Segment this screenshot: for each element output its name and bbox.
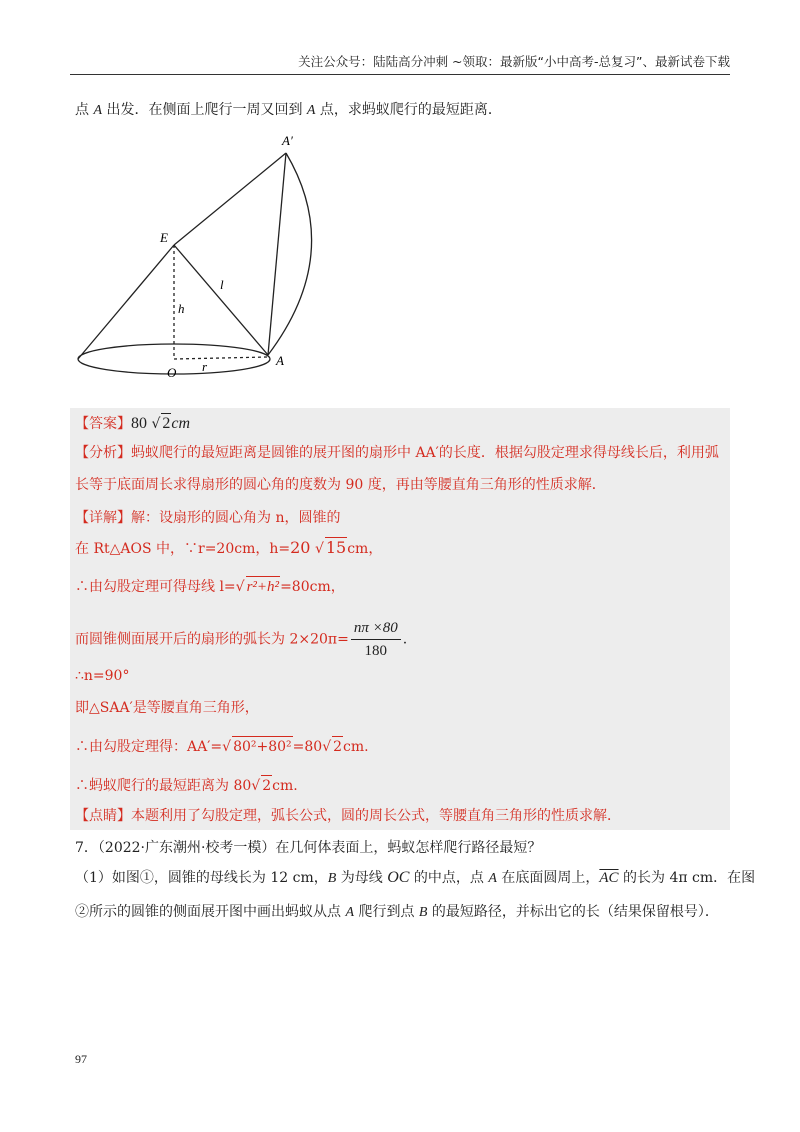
label-l: l — [220, 277, 224, 292]
header-text: 关注公众号：陆陆高分冲刺 ~领取：最新版“小中高考-总复习”、最新试卷下载 — [298, 54, 730, 69]
label-A: A — [276, 353, 284, 368]
detail-intro: 【详解】解：设扇形的圆心角为 n，圆锥的 — [75, 510, 341, 526]
detail-pythagoras: ∴由勾股定理可得母线 l=√ r²+h²=80cm， — [75, 576, 345, 597]
q7-part1-line1: （1）如图①，圆锥的母线长为 12 cm，B 为母线 OC 的中点，点 A 在底面圆周上，$\overline{AC}$ 的长为 4π cm．在图 — [75, 869, 756, 886]
radius-r — [174, 357, 268, 359]
slant-right-l — [174, 245, 268, 355]
slant-left — [78, 245, 174, 359]
q7-part1-line2: ②所示的圆锥的侧面展开图中画出蚂蚁从点 A 爬行到点 B 的最短路径，并标出它的长（结果保留根号）． — [75, 904, 719, 920]
detail-n-result: ∴n=90° — [75, 668, 130, 684]
arc-AC: $\overline{AC}$ — [599, 870, 619, 886]
analysis-line-2: 长等于底面周长求得扇形的圆心角的度数为 90 度，再由等腰直角三角形的性质求解． — [75, 477, 606, 493]
label-r: r — [202, 359, 208, 374]
arc-fraction: $\frac{n\pi \times 80}{180}$ — [351, 617, 401, 662]
sector-arc — [268, 153, 312, 355]
label-A-prime: A′ — [282, 133, 293, 148]
edge-E-Aprime — [174, 153, 286, 245]
detail-arc-length: 而圆锥侧面展开后的扇形的弧长为 2×20π= $\frac{n\pi \times 80}{180}$ . — [75, 617, 407, 662]
cone-unfolding-figure — [70, 125, 330, 385]
detail-triangle: 即△SAA′是等腰直角三角形， — [75, 700, 259, 716]
detail-given: 在 Rt△AOS 中，∵r=20cm，h=20 √ 15cm， — [75, 538, 383, 557]
detail-shortest: ∴蚂蚁爬行的最短距离为 80√ 2cm. — [75, 775, 298, 796]
comment-line: 【点睛】本题利用了勾股定理，弧长公式，圆的周长公式，等腰直角三角形的性质求解． — [75, 808, 621, 824]
detail-aa-prime: ∴由勾股定理得：AA′=√ 80²+80²=80√ 2cm. — [75, 736, 369, 757]
page-header — [70, 52, 730, 75]
chord-A-Aprime — [268, 153, 286, 355]
label-E: E — [160, 230, 168, 245]
page-number: 97 — [75, 1052, 87, 1066]
q7-title: 7．（2022·广东潮州·校考一模）在几何体表面上，蚂蚁怎样爬行路径最短？ — [75, 840, 542, 856]
problem-tail: 点 A 出发．在侧面上爬行一周又回到 A 点，求蚂蚁爬行的最短距离． — [75, 102, 502, 118]
analysis-line-1: 【分析】蚂蚁爬行的最短距离是圆锥的展开图的扇形中 AA′的长度．根据勾股定理求得母线长后，利用弧 — [75, 445, 719, 461]
answer-line: 【答案】80 √ 2cm — [75, 415, 191, 432]
label-O: O — [167, 365, 177, 380]
label-h: h — [178, 301, 185, 316]
